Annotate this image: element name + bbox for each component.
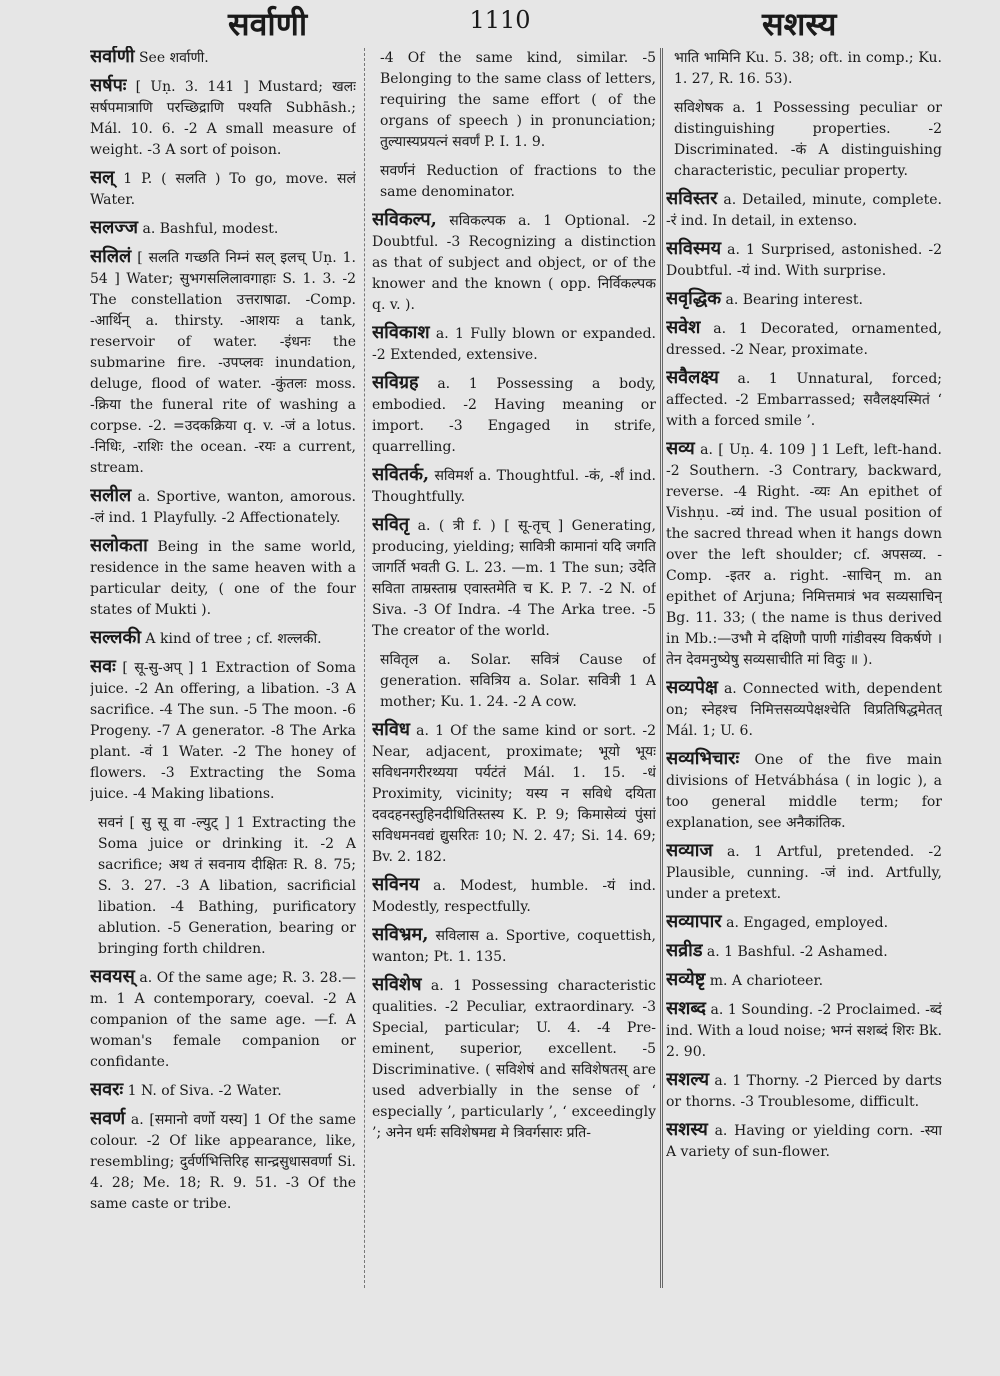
definition-text: सवितृल a. Solar. सवित्रं Cause of generation. सवित्रिय a. Solar. सवित्री 1 A mother; Ku. 1. 24. -2 A cow. — [380, 652, 656, 710]
dictionary-entry — [372, 514, 656, 642]
dictionary-entry — [666, 317, 942, 361]
dictionary-entry — [90, 656, 356, 805]
dictionary-entry — [90, 46, 356, 69]
headword: सवः — [90, 656, 116, 677]
dictionary-entry — [380, 648, 656, 713]
headword: सव्येष्टृ — [666, 969, 706, 990]
headword: सवयस् — [90, 966, 135, 987]
headword: सवरः — [90, 1079, 124, 1100]
dictionary-entry — [372, 974, 656, 1144]
definition-text: a. Sportive, wanton, amorous. -लं ind. 1 Playfully. -2 Affectionately. — [90, 489, 356, 526]
headword: सल् — [90, 167, 115, 188]
dictionary-entry — [90, 75, 356, 161]
headword: सवितृ — [372, 514, 410, 535]
headword: सवेश — [666, 317, 701, 338]
definition-text: सविलास a. Sportive, coquettish, wanton; Pt. 1. 135. — [372, 928, 656, 965]
definition-text: सविमर्श a. Thoughtful. -कं, -र्शं ind. Thoughtfully. — [372, 468, 656, 505]
definition-text: सवर्णनं Reduction of fractions to the same denominator. — [380, 163, 656, 200]
dictionary-entry — [380, 46, 656, 153]
headword: सविध — [372, 719, 410, 740]
dictionary-entry — [666, 438, 942, 671]
definition-text: m. A charioteer. — [705, 973, 824, 989]
definition-text: [ सलति गच्छति निम्नं सल् इलच् Uṇ. 1. 54 ] Water; सुभगसलिलावगाहाः S. 1. 3. -2 The constellation उत्तराषाढा. -Comp. -आर्थिन् a. thirsty. -आशयः a tank, reservoir of water. -इंधनः the submarine fire. -उपप्लवः inundation, deluge, flood of water. -कुंतलः moss. -क्रिया the funeral rite of washing a corpse. -2. =उदकक्रिया q. v. -जं a lotus. -निधिः, -राशिः the ocean. -रयः a current, stream. — [90, 250, 356, 476]
dictionary-entry — [90, 627, 356, 650]
headword: सविकाश — [372, 322, 430, 343]
dictionary-entry — [372, 464, 656, 508]
headword: सव्य — [666, 438, 695, 459]
definition-text: 1 N. of Siva. -2 Water. — [123, 1083, 282, 1099]
definition-text: [ सू-सु-अप् ] 1 Extraction of Soma juice. -2 An offering, a libation. -3 A sacrifice. -4 The sun. -5 The moon. -6 Progeny. -7 A generator. -8 The Arka plant. -वं 1 Water. -2 The honey of flowers. -3 Extracting the Soma juice. -4 Making libations. — [90, 660, 356, 802]
headword: सलिलं — [90, 246, 132, 267]
definition-text: सवनं [ सु सू वा -ल्युट् ] 1 Extracting the Soma juice or drinking it. -2 A sacrifice; अथ तं सवनाय दीक्षितः R. 8. 75; S. 3. 27. -3 A libation, sacrificial libation. -4 Bathing, purificatory ablution. -5 Generation, bearing or bringing forth children. — [98, 815, 356, 957]
headword: सर्वाणी — [90, 46, 135, 67]
definition-text: Being in the same world, residence in the same heaven with a particular deity, ( one of the four states of Mukti ). — [90, 539, 356, 618]
dictionary-entry — [372, 719, 656, 868]
headword: सवृद्धिक — [666, 288, 722, 309]
definition-text: a. Of the same age; R. 3. 28.—m. 1 A contemporary, coeval. -2 A companion of the same age. —f. A woman's female companion or confidante. — [90, 970, 356, 1070]
dictionary-entry — [666, 748, 942, 834]
headword: सव्याज — [666, 840, 713, 861]
dictionary-entry — [666, 188, 942, 232]
dictionary-entry — [666, 1119, 942, 1163]
definition-text: a. Engaged, employed. — [721, 915, 889, 931]
headword: सविशेष — [372, 974, 422, 995]
definition-text: a. 1 Artful, pretended. -2 Plausible, cunning. -जं ind. Artfully, under a pretext. — [666, 844, 942, 902]
page-header — [0, 0, 1000, 48]
headword: सव्रीड — [666, 940, 703, 961]
dictionary-entry — [666, 367, 942, 432]
definition-text: a. Detailed, minute, complete. -रं ind. In detail, in extenso. — [666, 192, 942, 229]
definition-text: a. Modest, humble. -यं ind. Modestly, respectfully. — [372, 878, 656, 915]
column-divider — [660, 48, 663, 1288]
headword: सलील — [90, 485, 132, 506]
dictionary-entry — [666, 911, 942, 934]
dictionary-entry — [90, 966, 356, 1073]
dictionary-entry — [372, 874, 656, 918]
headword: सविस्मय — [666, 238, 722, 259]
dictionary-entry — [90, 167, 356, 211]
definition-text: a. Having or yielding corn. -स्या A variety of sun-flower. — [666, 1123, 942, 1160]
definition-text: a. 1 Possessing characteristic qualities. -2 Peculiar, extraordinary. -3 Special, particular; U. 4. -4 Pre-eminent, superior, excellent. -5 Discriminative. ( सविशेषं and सविशेषतस् are used adverbially in the sense of ‘ especially ’, particularly ’, ‘ exceedingly ’; अनेन धर्मः सविशेषमद्य मे त्रिवर्गसारः प्रति- — [372, 978, 656, 1141]
dictionary-entry — [380, 159, 656, 203]
definition-text: A kind of tree ; cf. शल्लकी. — [140, 631, 322, 647]
headword: सविकल्प, — [372, 209, 437, 230]
column-1 — [90, 46, 356, 1296]
dictionary-entry — [666, 940, 942, 963]
definition-text: सविकल्पक a. 1 Optional. -2 Doubtful. -3 Recognizing a distinction as that of subject and object, or of the knower and the known ( opp. निर्विकल्पक q. v. ). — [372, 213, 656, 313]
definition-text: a. Bashful, modest. — [138, 221, 279, 237]
headword: सव्यभिचारः — [666, 748, 740, 769]
dictionary-entry — [90, 485, 356, 529]
definition-text: [ Uṇ. 3. 141 ] Mustard; खलः सर्षपमात्राणि परच्छिद्राणि पश्यति Subhāsh.; Mál. 10. 6. -2 A small measure of weight. -3 A sort of poison. — [90, 79, 356, 158]
headword: सविस्तर — [666, 188, 718, 209]
definition-text: a. 1 Fully blown or expanded. -2 Extended, extensive. — [372, 326, 656, 363]
headword: सलज्ज — [90, 217, 139, 238]
definition-text: a. Connected with, dependent on; स्नेहश्च निमित्तसव्यपेक्षश्चेति विप्रतिषिद्धमेतत् Mál. 1; U. 6. — [666, 681, 942, 739]
definition-text: a. 1 Possessing a body, embodied. -2 Having meaning or import. -3 Engaged in strife, quarrelling. — [372, 376, 656, 455]
dictionary-entry — [666, 238, 942, 282]
dictionary-entry — [666, 969, 942, 992]
dictionary-entry — [372, 924, 656, 968]
headword: सवर्ण — [90, 1108, 126, 1129]
headword: सशल्य — [666, 1069, 710, 1090]
headword: सर्षपः — [90, 75, 127, 96]
dictionary-entry — [90, 217, 356, 240]
column-2 — [372, 46, 656, 1296]
dictionary-entry — [666, 677, 942, 742]
definition-text: भाति भामिनि Ku. 5. 38; oft. in comp.; Ku. 1. 27, R. 16. 53). — [674, 50, 942, 87]
definition-text: See शर्वाणी. — [134, 50, 209, 66]
dictionary-entry — [372, 322, 656, 366]
dictionary-entry — [666, 998, 942, 1063]
header-right-guide-word: सशस्य — [762, 5, 837, 43]
definition-text: a. 1 Surprised, astonished. -2 Doubtful. -यं ind. With surprise. — [666, 242, 942, 279]
definition-text: a. 1 Thorny. -2 Pierced by darts or thorns. -3 Troublesome, difficult. — [666, 1073, 942, 1110]
column-3 — [666, 46, 942, 1296]
definition-text: a. ( त्री f. ) [ सू-तृच् ] Generating, producing, yielding; सावित्री कामानां यदि जगति जागर्ति भवती G. L. 23. —m. 1 The sun; उदेति सविता ताम्रस्ताम्र एवास्तमेति च K. P. 7. -2 N. of Siva. -3 Of Indra. -4 The Arka tree. -5 The creator of the world. — [372, 518, 656, 639]
dictionary-entry — [90, 535, 356, 621]
definition-text: a. 1 Sounding. -2 Proclaimed. -ब्दं ind. With a loud noise; भग्नं सशब्दं शिरः Bk. 2. 90. — [666, 1002, 942, 1060]
dictionary-entry — [90, 1108, 356, 1215]
header-left-guide-word: सर्वाणी — [228, 5, 308, 43]
definition-text: a. [ Uṇ. 4. 109 ] 1 Left, left-hand. -2 Southern. -3 Contrary, backward, reverse. -4 Right. -व्यः An epithet of Vishṇu. -व्यं ind. The usual position of the sacred thread when it hangs down over the left shoulder; cf. अपसव्य. -Comp. -इतर a. right. -साचिन् m. an epithet of Arjuna; निमित्तमात्रं भव सव्यसाचिन् Bg. 11. 33; ( the name is thus derived in Mb.:—उभौ मे दक्षिणौ पाणी गांडीवस्य विकर्षणे । तेन देवमनुष्येषु सव्यसाचीति मां विदुः ॥ ). — [666, 442, 942, 668]
definition-text: a. 1 Decorated, ornamented, dressed. -2 Near, proximate. — [666, 321, 942, 358]
headword: सवैलक्ष्य — [666, 367, 719, 388]
headword: सविनय — [372, 874, 420, 895]
definition-text: a. [समानो वर्णो यस्य] 1 Of the same colour. -2 Of like appearance, like, resembling; दुर्वर्णभित्तिरिह सान्द्रसुधासवर्णा Si. 4. 28; Me. 18; R. 9. 51. -3 Of the same caste or tribe. — [90, 1112, 356, 1212]
headword: सल्लकी — [90, 627, 141, 648]
dictionary-entry — [666, 288, 942, 311]
dictionary-entry — [372, 372, 656, 458]
definition-text: a. 1 Of the same kind or sort. -2 Near, adjacent, proximate; भूयो भूयः सविधनगरीरथ्यया पर्यटंतं Mál. 1. 15. -धं Proximity, vicinity; यस्य न सविधे दयिता दवदहनस्तुहिनदीधितिस्तस्य K. P. 9; किमासेव्यं पुंसां सविधमनवद्यं द्युसरितः 10; N. 2. 47; Si. 14. 69; Bv. 2. 182. — [372, 723, 656, 865]
headword: सशस्य — [666, 1119, 708, 1140]
dictionary-entry — [90, 1079, 356, 1102]
definition-text: a. 1 Bashful. -2 Ashamed. — [702, 944, 888, 960]
dictionary-entry — [674, 46, 942, 90]
headword: सवितर्क, — [372, 464, 430, 485]
definition-text: 1 P. ( सलति ) To go, move. सलं Water. — [90, 171, 356, 208]
dictionary-entry — [90, 246, 356, 479]
headword: सशब्द — [666, 998, 706, 1019]
definition-text: सविशेषक a. 1 Possessing peculiar or distinguishing properties. -2 Discriminated. -कं A distinguishing characteristic, peculiar property. — [674, 100, 942, 179]
dictionary-entry — [666, 840, 942, 905]
definition-text: a. Bearing interest. — [721, 292, 863, 308]
definition-text: -4 Of the same kind, similar. -5 Belonging to the same class of letters, requiring the same effort ( of the organs of speech ) in pronunciation; तुल्यास्यप्रयत्नं सवर्णं P. I. 1. 9. — [380, 50, 656, 150]
page-number: 1110 — [469, 6, 531, 34]
dictionary-entry — [372, 209, 656, 316]
headword: सव्यपेक्ष — [666, 677, 718, 698]
dictionary-entry — [98, 811, 356, 960]
definition-text: a. 1 Unnatural, forced; affected. -2 Embarrassed; सवैलक्ष्यस्मितं ‘ with a forced smile ’. — [666, 371, 942, 429]
headword: सलोकता — [90, 535, 148, 556]
definition-text: One of the five main divisions of Hetvábhása ( in logic ), a too general middle term; for explanation, see अनैकांतिक. — [666, 752, 942, 831]
headword: सविग्रह — [372, 372, 419, 393]
dictionary-entry — [666, 1069, 942, 1113]
headword: सव्यापार — [666, 911, 722, 932]
column-divider — [364, 48, 365, 1288]
dictionary-entry — [674, 96, 942, 182]
headword: सविभ्रम, — [372, 924, 429, 945]
